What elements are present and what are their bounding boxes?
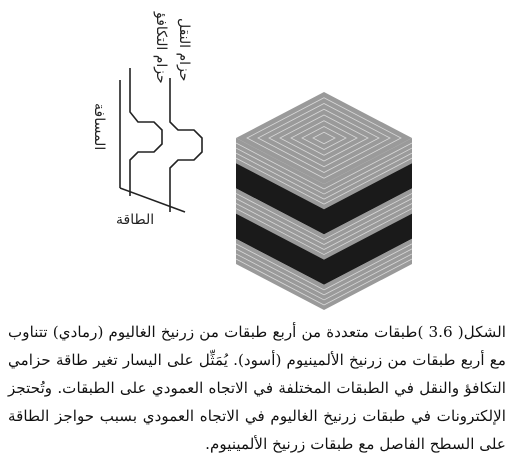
figure-caption: الشكل( 3.6 )طبقات متعددة من أربع طبقات من زرنيخ الغاليوم (رمادي) تتناوب مع أربع طبقات من زرنيخ الألمينيوم (أسود). يُمَثِّل على اليسار تغير طاقة حزامي التكافؤ والنقل في الطبقات المختلفة في الاتجاه العمودي على الطبقات. وتُحتجز الإلكترونات في طبقات زرنيخ الغاليوم في الاتجاه العمودي بسبب حواجز الطاقة على السطح الفاصل مع طبقات زرنيخ الألمينيوم.	[8, 323, 506, 453]
conduction-band-label: حزام النقل	[176, 18, 192, 82]
valence-band-line	[130, 68, 162, 196]
conduction-band-line	[170, 78, 202, 212]
energy-axis-label: الطاقة	[116, 212, 155, 228]
band-diagram	[120, 68, 202, 212]
valence-band-label: حزام التكافؤ	[153, 12, 169, 84]
layered-stack	[236, 92, 412, 310]
distance-axis-label: المسافة	[91, 103, 107, 151]
